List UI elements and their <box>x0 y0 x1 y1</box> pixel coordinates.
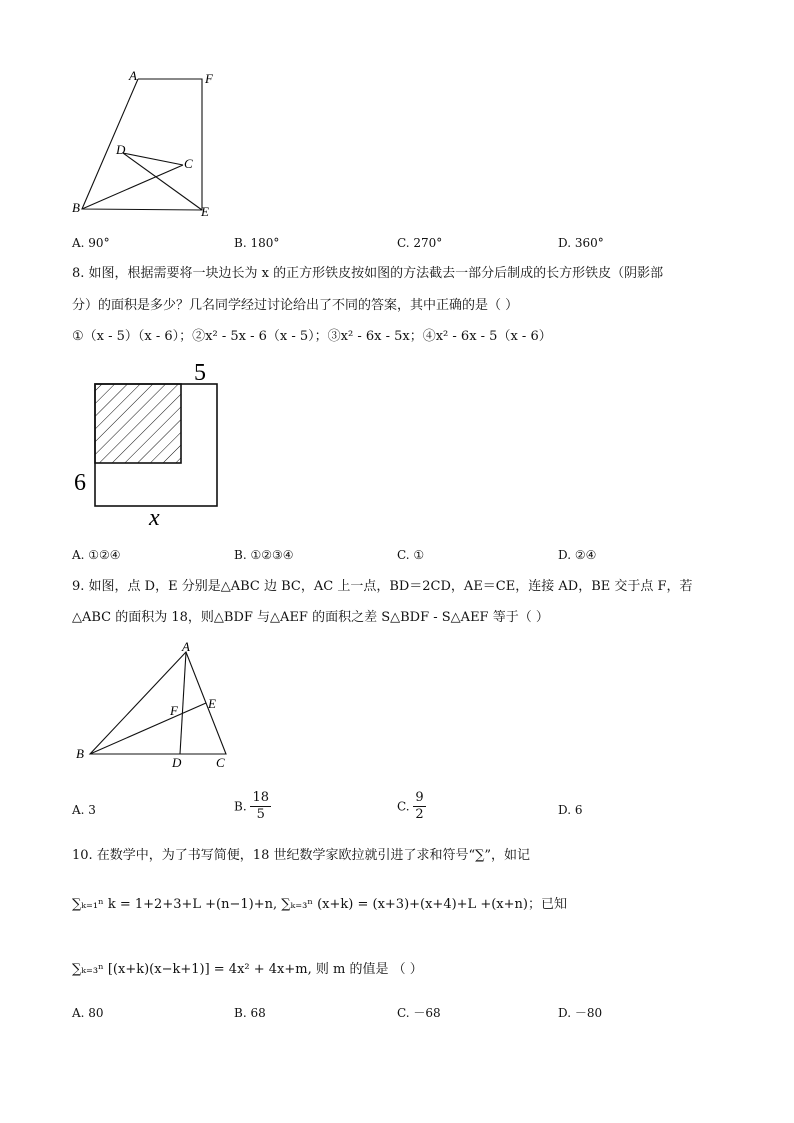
q9-stem-line2: △ABC 的面积为 18，则△BDF 与△AEF 的面积之差 S△BDF - S△AEF 等于（ ） <box>72 610 549 625</box>
q10-formula-line1: ∑ₖ₌₁ⁿ k = 1+2+3+L +(n−1)+n, ∑ₖ₌₃ⁿ (x+k) = (x+3)+(x+4)+L +(x+n)；已知 <box>72 897 567 912</box>
q8-option-a[interactable]: A. ①②④ <box>72 548 121 562</box>
q8-label-5: 5 <box>194 360 206 386</box>
q9-option-b-fraction <box>250 790 271 823</box>
q9-segment-AD <box>180 652 186 754</box>
q9-option-b-denominator: 5 <box>256 807 265 822</box>
q9-label-D: D <box>172 755 182 770</box>
q9-option-a[interactable]: A. 3 <box>72 803 96 817</box>
q7-label-D: D <box>116 142 126 157</box>
q9-option-d[interactable]: D. 6 <box>558 803 583 817</box>
q8-shaded-rectangle <box>95 384 181 463</box>
q7-label-C: C <box>184 156 193 171</box>
q9-option-b[interactable] <box>234 790 271 823</box>
q7-option-c[interactable]: C. 270° <box>397 236 443 250</box>
q7-segment-BC <box>82 165 183 209</box>
q7-option-a[interactable]: A. 90° <box>72 236 110 250</box>
q9-label-B: B <box>76 746 84 761</box>
q8-stem-line2: 分）的面积是多少？几名同学经过讨论给出了不同的答案，其中正确的是（ ） <box>72 298 519 313</box>
q9-option-c-denominator: 2 <box>415 807 424 822</box>
q9-stem-line1: 9. 如图，点 D，E 分别是△ABC 边 BC，AC 上一点，BD＝2CD，AE＝CE，连接 AD，BE 交于点 F，若 <box>72 579 693 594</box>
q9-option-b-prefix: B. <box>234 799 247 814</box>
q9-option-c-numerator: 9 <box>415 790 424 805</box>
q7-label-F: F <box>205 71 213 86</box>
q9-option-c[interactable] <box>397 790 426 823</box>
q9-option-c-prefix: C. <box>397 799 410 814</box>
q10-formula-line2: ∑ₖ₌₃ⁿ [(x+k)(x−k+1)] = 4x² + 4x+m, 则 m 的值是 （ ） <box>72 962 423 977</box>
q8-figure <box>66 356 226 528</box>
q9-figure <box>70 640 235 772</box>
q9-option-b-numerator: 18 <box>252 790 270 805</box>
q7-label-B: B <box>72 200 80 215</box>
q7-option-d[interactable]: D. 360° <box>558 236 604 250</box>
q10-option-c[interactable]: C. －68 <box>397 1006 441 1020</box>
q8-stem-line1: 8. 如图，根据需要将一块边长为 x 的正方形铁皮按如图的方法截去一部分后制成的长方形铁皮（阴影部 <box>72 266 664 281</box>
q10-option-a[interactable]: A. 80 <box>72 1006 104 1020</box>
q9-label-F: F <box>170 703 178 718</box>
q8-label-x: x <box>149 505 160 528</box>
q7-label-A: A <box>129 68 137 83</box>
q9-label-C: C <box>216 755 225 770</box>
q8-stem-line3: ①（x - 5）（x - 6）；②x² - 5x - 6（x - 5）；③x² - 6x - 5x；④x² - 6x - 5（x - 6） <box>72 329 552 344</box>
q10-option-b[interactable]: B. 68 <box>234 1006 266 1020</box>
q8-label-6: 6 <box>74 470 86 496</box>
q7-quad-outline <box>82 79 202 210</box>
q9-option-c-fraction <box>413 790 425 823</box>
q7-figure <box>65 66 225 221</box>
q10-stem-line1: 10. 在数学中，为了书写简便，18 世纪数学家欧拉就引进了求和符号“∑”，如记 <box>72 848 531 863</box>
q9-segment-BE <box>90 703 206 754</box>
q8-option-d[interactable]: D. ②④ <box>558 548 597 562</box>
q8-option-c[interactable]: C. ① <box>397 548 425 562</box>
q9-label-E: E <box>208 696 216 711</box>
q10-option-d[interactable]: D. －80 <box>558 1006 603 1020</box>
q8-option-b[interactable]: B. ①②③④ <box>234 548 294 562</box>
q7-label-E: E <box>201 204 209 219</box>
q9-label-A: A <box>182 640 190 654</box>
q7-option-b[interactable]: B. 180° <box>234 236 280 250</box>
